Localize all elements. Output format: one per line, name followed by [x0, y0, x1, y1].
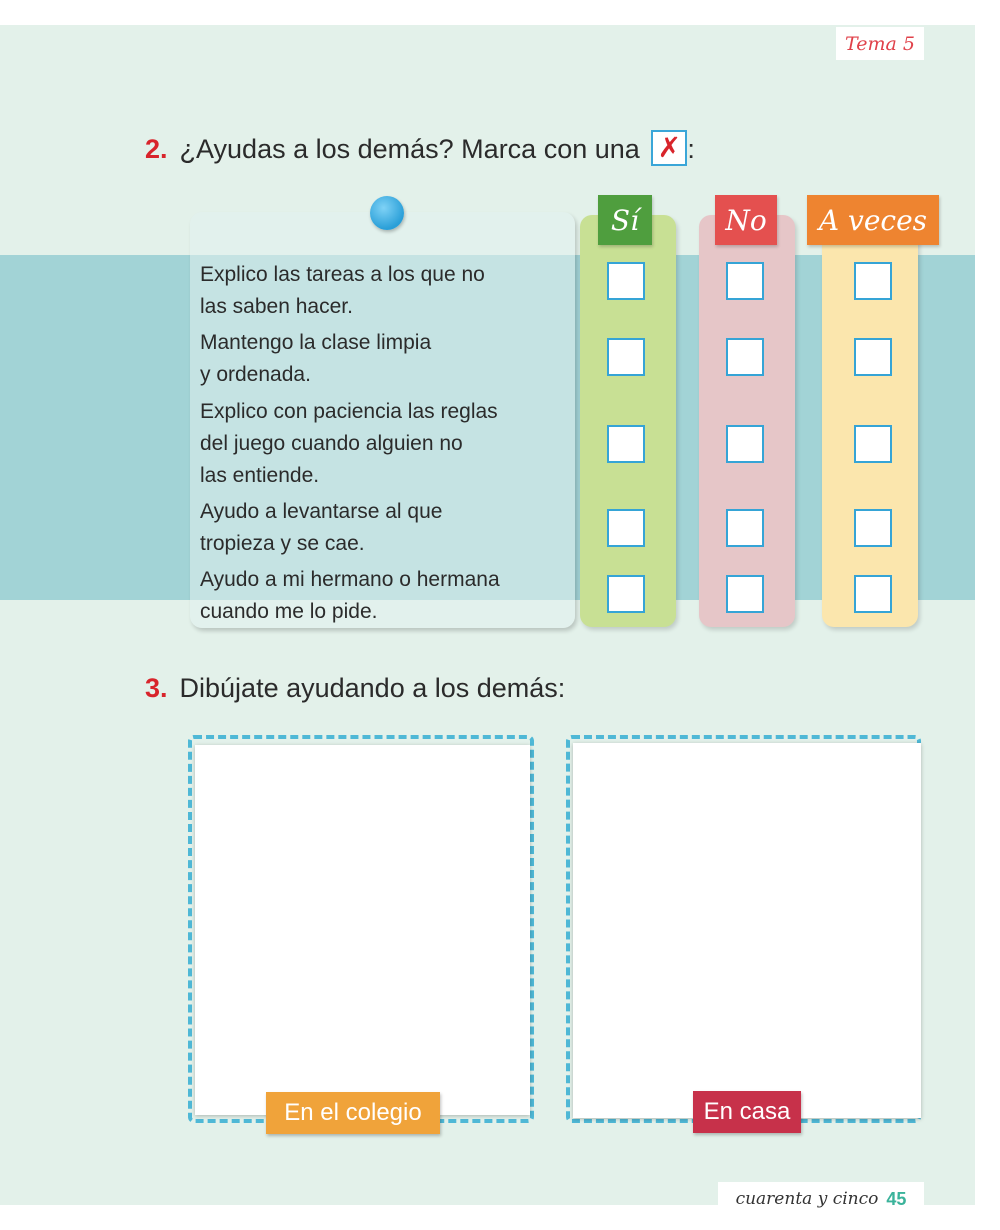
checkbox-si-1[interactable] [607, 262, 645, 300]
checkbox-a-veces-3[interactable] [854, 425, 892, 463]
checkbox-a-veces-1[interactable] [854, 262, 892, 300]
statement-line: las entiende. [200, 464, 320, 487]
statement-line: cuando me lo pide. [200, 600, 378, 623]
topic-label: Tema 5 [836, 27, 924, 60]
question-number: 2. [145, 134, 168, 164]
checkbox-a-veces-2[interactable] [854, 338, 892, 376]
statement-line: Ayudo a levantarse al que [200, 500, 443, 523]
statement-line: tropieza y se cae. [200, 532, 365, 555]
column-label-a-veces: A veces [807, 195, 939, 245]
statement-line: del juego cuando alguien no [200, 432, 463, 455]
question-text: Dibújate ayudando a los demás: [179, 673, 566, 703]
page-number-words: cuarenta y cinco [735, 1189, 879, 1209]
checkbox-si-4[interactable] [607, 509, 645, 547]
checkbox-no-2[interactable] [726, 338, 764, 376]
column-label-no: No [715, 195, 777, 245]
statement-3 [200, 396, 570, 492]
checkbox-no-1[interactable] [726, 262, 764, 300]
statement-1 [200, 259, 570, 323]
checkbox-si-2[interactable] [607, 338, 645, 376]
statement-4 [200, 496, 570, 560]
page-number: 45 [886, 1188, 907, 1209]
column-label-si: Sí [598, 195, 652, 245]
statement-2 [200, 327, 570, 391]
checkbox-a-veces-5[interactable] [854, 575, 892, 613]
drawing-area-colegio[interactable] [195, 745, 530, 1115]
statement-line: las saben hacer. [200, 295, 353, 318]
statement-line: Mantengo la clase limpia [200, 331, 432, 354]
question-number: 3. [145, 673, 168, 703]
pin-icon [370, 196, 404, 230]
x-mark-icon: ✗ [657, 130, 682, 164]
page-footer [718, 1182, 924, 1216]
frame-label-colegio: En el colegio [266, 1092, 440, 1134]
statement-line: Explico con paciencia las reglas [200, 400, 498, 423]
checkbox-a-veces-4[interactable] [854, 509, 892, 547]
statement-line: Ayudo a mi hermano o hermana [200, 568, 500, 591]
drawing-area-casa[interactable] [573, 743, 921, 1118]
question-colon: : [687, 134, 695, 164]
checkbox-no-3[interactable] [726, 425, 764, 463]
statement-line: y ordenada. [200, 363, 311, 386]
checkbox-si-3[interactable] [607, 425, 645, 463]
question-text: ¿Ayudas a los demás? Marca con una [179, 134, 640, 164]
statement-5 [200, 564, 570, 628]
checkbox-si-5[interactable] [607, 575, 645, 613]
checkbox-no-5[interactable] [726, 575, 764, 613]
x-mark-example [651, 130, 687, 166]
question-2-heading [145, 130, 695, 166]
question-3-heading [145, 673, 565, 704]
checkbox-no-4[interactable] [726, 509, 764, 547]
statement-line: Explico las tareas a los que no [200, 263, 485, 286]
frame-label-casa: En casa [693, 1091, 801, 1133]
